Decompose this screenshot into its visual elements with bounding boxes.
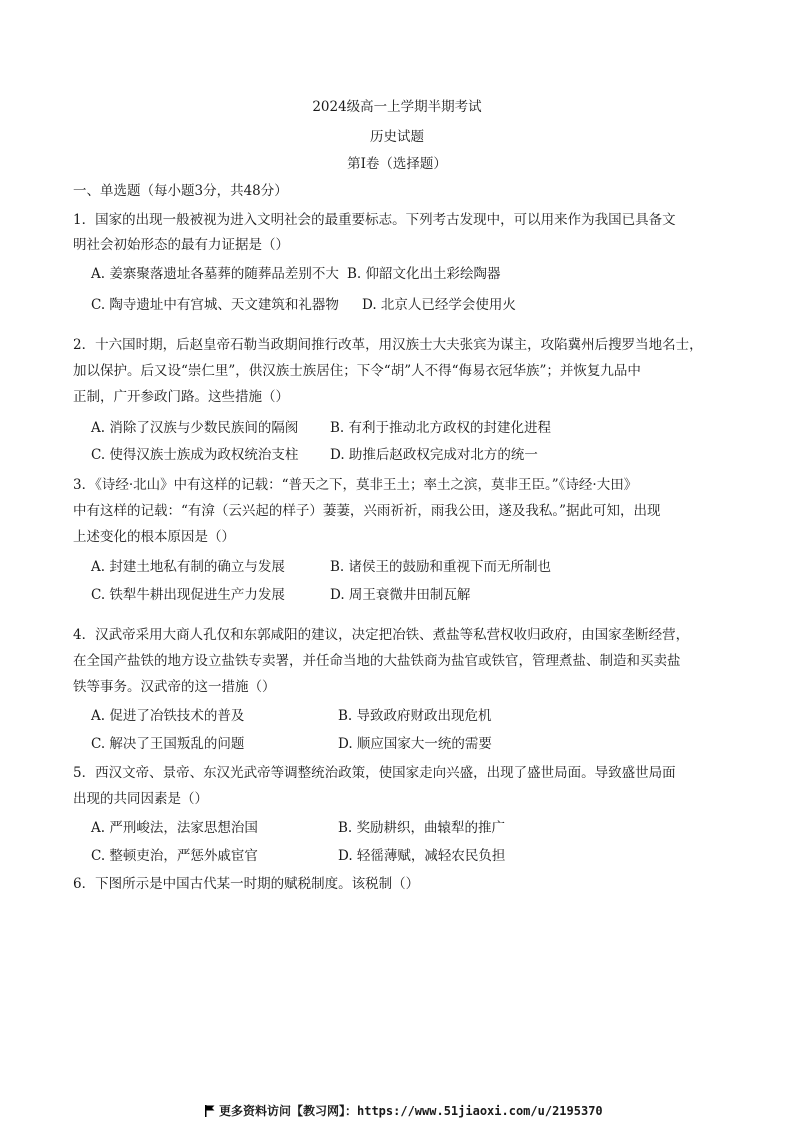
- question-3-option-a: A. 封建土地私有制的确立与发展: [91, 559, 285, 575]
- question-4-option-c: C. 解决了王国叛乱的问题: [91, 736, 245, 752]
- flag-icon: [205, 1105, 215, 1117]
- question-1-option-a: A. 姜寨聚落遗址各墓葬的随葬品差别不大: [91, 266, 339, 282]
- question-1-option-d: D. 北京人已经学会使用火: [362, 297, 516, 313]
- question-3-line-1: 3．《诗经·北山》中有这样的记载：“普天之下，莫非王土；率土之滨，莫非王臣。”《诗经·大田》: [73, 477, 638, 493]
- exam-title: 2024级高一上学期半期考试: [312, 99, 482, 115]
- question-1-option-c: C. 陶寺遗址中有宫城、天文建筑和礼器物: [91, 297, 339, 313]
- question-1-option-b: B. 仰韶文化出土彩绘陶器: [347, 266, 501, 282]
- question-2-line-3: 正制，广开参政门路。这些措施（）: [73, 389, 289, 405]
- question-3-line-2: 中有这样的记载：“有渰（云兴起的样子）萋萋，兴雨祈祈，雨我公田，遂及我私。”据此可知，出现: [73, 503, 661, 519]
- question-4-line-3: 铁等事务。汉武帝的这一措施（）: [73, 679, 276, 695]
- question-2-option-c: C. 使得汉族士族成为政权统治支柱: [91, 447, 299, 463]
- question-2-option-d: D. 助推后赵政权完成对北方的统一: [330, 447, 538, 463]
- question-3-option-b: B. 诸侯王的鼓励和重视下而无所制也: [330, 559, 552, 575]
- question-2-line-2: 加以保护。后又设“崇仁里”，供汉族士族居住；下令“胡”人不得“侮易衣冠华族”；并恢复九品中: [73, 363, 641, 379]
- question-4-option-d: D. 顺应国家大一统的需要: [338, 736, 492, 752]
- question-5-line-1: 5．西汉文帝、景帝、东汉光武帝等调整统治政策，使国家走向兴盛，出现了盛世局面。导致盛世局面: [73, 765, 676, 781]
- question-1-line-2: 明社会初始形态的最有力证据是（）: [73, 237, 289, 253]
- footer[interactable]: [205, 1102, 603, 1119]
- question-3-option-c: C. 铁犁牛耕出现促进生产力发展: [91, 587, 285, 603]
- question-2-option-b: B. 有利于推动北方政权的封建化进程: [330, 420, 552, 436]
- question-2-option-a: A. 消除了汉族与少数民族间的隔阂: [91, 420, 299, 436]
- question-4-option-a: A. 促进了冶铁技术的普及: [91, 708, 245, 724]
- subject-title: 历史试题: [370, 129, 424, 145]
- question-4-line-2: 在全国产盐铁的地方设立盐铁专卖署，并任命当地的大盐铁商为盐官或铁官，管理煮盐、制造和买卖盐: [73, 653, 681, 669]
- question-3-option-d: D. 周王衰微井田制瓦解: [330, 587, 471, 603]
- question-2-line-1: 2．十六国时期，后赵皇帝石勒当政期间推行改革，用汉族士大夫张宾为谋主，攻陷冀州后搜罗当地名士，: [73, 337, 703, 353]
- question-1-line-1: 1．国家的出现一般被视为进入文明社会的最重要标志。下列考古发现中，可以用来作为我国已具备文: [73, 212, 676, 228]
- question-5-option-a: A. 严刑峻法，法家思想治国: [91, 820, 258, 836]
- question-5-option-b: B. 奖励耕织，曲辕犁的推广: [338, 820, 506, 836]
- question-6-line-1: 6．下图所示是中国古代某一时期的赋税制度。该税制（）: [73, 876, 420, 892]
- question-3-line-3: 上述变化的根本原因是（）: [73, 529, 235, 545]
- question-5-line-2: 出现的共同因素是（）: [73, 791, 208, 807]
- question-4-line-1: 4．汉武帝采用大商人孔仅和东郭咸阳的建议，决定把冶铁、煮盐等私营权收归政府，由国家垄断经营，: [73, 627, 690, 643]
- question-5-option-d: D. 轻徭薄赋，减轻农民负担: [338, 848, 506, 864]
- question-5-option-c: C. 整顿吏治，严惩外戚宦官: [91, 848, 258, 864]
- volume-title: 第I卷（选择题）: [347, 156, 447, 172]
- question-4-option-b: B. 导致政府财政出现危机: [338, 708, 492, 724]
- section-title: 一、单选题（每小题3分，共48分）: [73, 183, 288, 199]
- footer-link-text[interactable]: 更多资料访问【教习网】：https://www.51jiaoxi.com/u/2195370: [219, 1104, 603, 1118]
